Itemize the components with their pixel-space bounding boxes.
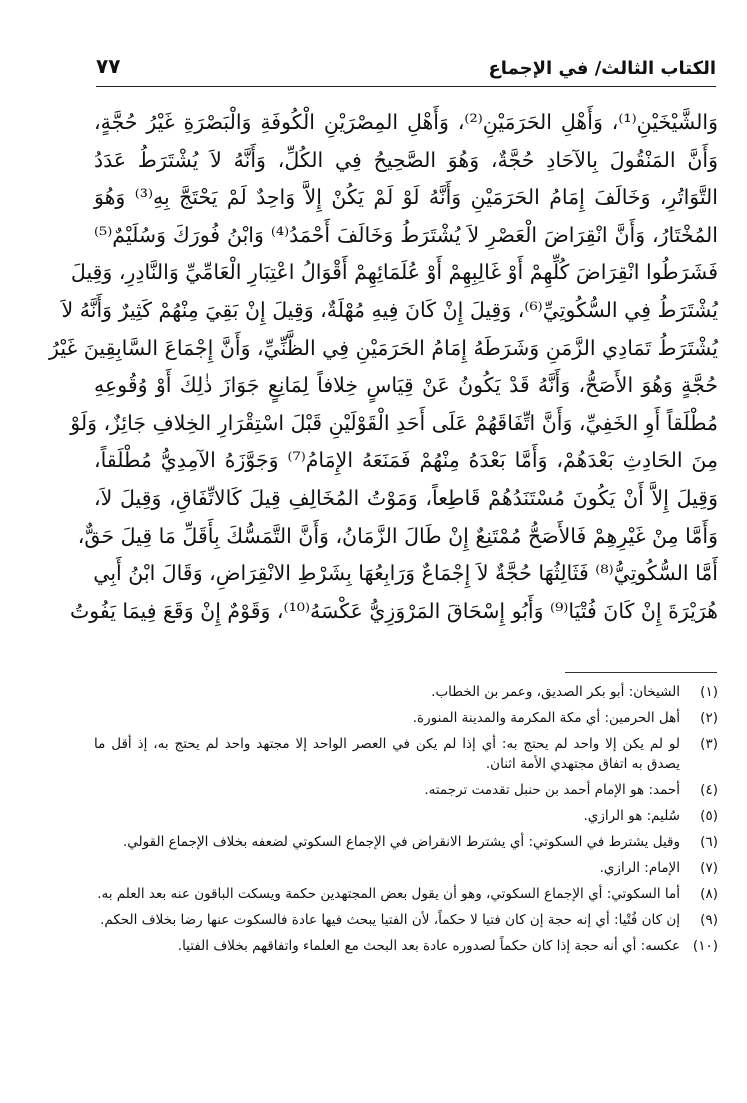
text-line: فَشَرَطُوا انْقِرَاضَ كُلِّهِمْ أَوْ غَالِبِهِمْ أَوْ عُلَمَائِهِمْ أَقْوَالُ اعْتِبَارِ الْعَامِّيِّ وَالنَّادِرِ، وَقِيلَ (70, 260, 718, 285)
footnote (94, 858, 718, 878)
text-line: وَأَمَّا مِنْ غَيْرِهِمْ فَالأَصَحُّ مُمْتَنِعٌ إِنْ طَالَ الزَّمَانُ، وَأَنَّ التَّمَسُّكَ بِأَقَلِّ مَا قِيلَ حَقٌّ، (77, 523, 718, 548)
footnote-number: (٦) (700, 834, 718, 850)
footnote (94, 682, 718, 702)
running-head: الكتاب الثالث/ في الإجماع (488, 58, 716, 79)
text-line: مُطْلَقاً أَوِ الخَفِيِّ، وَأَنَّ اتِّفَاقَهُمْ عَلَى أَحَدِ الْقَوْلَيْنِ قَبْلَ اسْتِقْرَارِ الخِلافِ جَائِزٌ، وَلَوْ (70, 410, 718, 435)
main-text (49, 104, 718, 630)
footnote-text: إن كان فُتْيا: أي إنه حجة إن كان فتيا لا حكماً، لأن الفتيا يبحث فيها عادة فالسكوت عنها رضا بخلاف الحكم. (100, 912, 680, 928)
footnote-text: وقيل يشترط في السكوتي: أي يشترط الانقراض في الإجماع السكوتي لضعفه بخلاف الإجماع القولي. (123, 834, 680, 850)
footnote-text: عكسه: أي أنه حجة إذا كان حكماً لصدوره عادة بعد البحث مع العلماء واتفاقهم بخلاف الفتيا. (177, 938, 680, 954)
footnote-number: (٣) (700, 736, 718, 752)
text-line: وَالشَّيْخَيْنِ⁽¹⁾، وَأَهْلِ الحَرَمَيْنِ⁽²⁾، وَأَهْلِ المِصْرَيْنِ الْكُوفَةِ وَالْبَصْرَةِ غَيْرُ حُجَّةٍ، (94, 110, 718, 134)
header-rule (96, 86, 716, 87)
footnote (94, 832, 718, 852)
footnote (94, 780, 718, 800)
footnote-text: أحمد: هو الإمام أحمد بن حنبل تقدمت ترجمته. (424, 782, 680, 798)
text-line: حُجَّةٍ وَهُوَ الأَصَحُّ، وَأَنَّهُ قَدْ يَكُونُ عَنْ قِيَاسٍ خِلافاً لِمَانِعٍ جَوَازَ ذٰلِكَ أَوْ وُقُوعِهِ (94, 373, 718, 398)
footnote-text: أما السكوتي: أي الإجماع السكوتي، وهو أن يقول بعض المجتهدين حكمة ويسكت الباقون عنه بعد العلم به. (97, 886, 680, 902)
text-line: وَأَنَّ المَنْقُولَ بِالآحَادِ حُجَّةٌ، وَهُوَ الصَّحِيحُ فِي الكُلِّ، وَأَنَّهُ لاَ يُشْتَرَطُ عَدَدُ (94, 147, 718, 172)
footnote-number: (١) (700, 684, 718, 700)
footnote-text: الشيخان: أبو بكر الصديق، وعمر بن الخطاب. (431, 684, 680, 700)
footnote-number: (٧) (700, 860, 718, 876)
footnote-number: (٤) (700, 782, 718, 798)
footnote-text: الإمام: الرازي. (599, 860, 680, 876)
footnotes (94, 682, 718, 962)
footnote-text: أهل الحرمين: أي مكة المكرمة والمدينة المنورة. (412, 710, 680, 726)
footnote-text: سُليم: هو الرازي. (583, 808, 680, 824)
text-line: يُشْتَرَطُ تَمَادِي الزَّمَنِ وَشَرَطَهُ إِمَامُ الحَرَمَيْنِ فِي الظَّنِّيِّ، وَأَنَّ إِجْمَاعَ السَّابِقِينَ غَيْرُ (49, 335, 718, 360)
footnote-divider (565, 672, 717, 673)
footnote-number: (٢) (700, 710, 718, 726)
page-number: ٧٧ (96, 54, 121, 78)
footnote (94, 936, 718, 956)
text-line: المُخْتَارُ، وَأَنَّ انْقِرَاضَ الْعَصْرِ لاَ يُشْتَرَطُ وَخَالَفَ أَحْمَدُ⁽⁴⁾ وَابْنُ فُورَكَ وَسُلَيْمٌ⁽⁵⁾ (94, 222, 718, 247)
footnote-number: (٥) (700, 808, 718, 824)
text-line: هُرَيْرَةَ إِنْ كَانَ فُتْيَا⁽⁹⁾ وَأَبُو إِسْحَاقَ المَرْوَزِيُّ عَكْسَهُ⁽¹⁰⁾، وَقَوْمٌ إِنْ وَقَعَ فِيمَا يَفُوتُ (69, 598, 718, 623)
footnote (94, 884, 718, 904)
text-line: أَمَّا السُّكُوتِيُّ⁽⁸⁾ فَثَالِثُهَا حُجَّةٌ لاَ إِجْمَاعٌ وَرَابِعُهَا بِشَرْطِ الانْقِرَاضِ، وَقَالَ ابْنُ أَبِي (93, 561, 718, 586)
text-line: التَّوَاتُرِ، وَخَالَفَ إِمَامُ الحَرَمَيْنِ وَأَنَّهُ لَوْ لَمْ يَكُنْ إِلاَّ وَاحِدٌ لَمْ يَحْتَجَّ بِهِ⁽³⁾ وَهُوَ (94, 185, 718, 210)
footnote (94, 910, 718, 930)
text-line: وَقِيلَ إِلاَّ أَنْ يَكُونَ مُسْتَنَدُهُمْ قَاطِعاً، وَمَوْتُ المُخَالِفِ قِيلَ كَالاتِّفَاقِ، وَقِيلَ لاَ، (94, 485, 718, 510)
text-line: مِنَ الحَادِثِ بَعْدَهُمْ، وَأَمَّا بَعْدَهُ مِنْهُمْ فَمَنَعَهُ الإِمَامُ⁽⁷⁾ وَجَوَّزَهُ الآمِدِيُّ مُطْلَقاً، (94, 448, 718, 473)
footnote (94, 708, 718, 728)
footnote (94, 806, 718, 826)
footnote-text: لو لم يكن إلا واحد لم يحتج به: أي إذا لم يكن في العصر الواحد إلا مجتهد واحد لم يحتج به، إذ أقل ما يصدق به اتفاق مجتهدي الأمة اثنان. (94, 736, 680, 772)
footnote (94, 734, 718, 774)
footnote-number: (٨) (700, 886, 718, 902)
footnote-number: (١٠) (692, 938, 718, 954)
text-line: يُشْتَرَطُ فِي السُّكُوتِيِّ⁽⁶⁾، وَقِيلَ إِنْ كَانَ فِيهِ مُهْلَةٌ، وَقِيلَ إِنْ بَقِيَ مِنْهُمْ كَثِيرٌ وَأَنَّهُ لاَ (61, 297, 718, 322)
page-header (96, 48, 716, 88)
footnote-number: (٩) (700, 912, 718, 928)
